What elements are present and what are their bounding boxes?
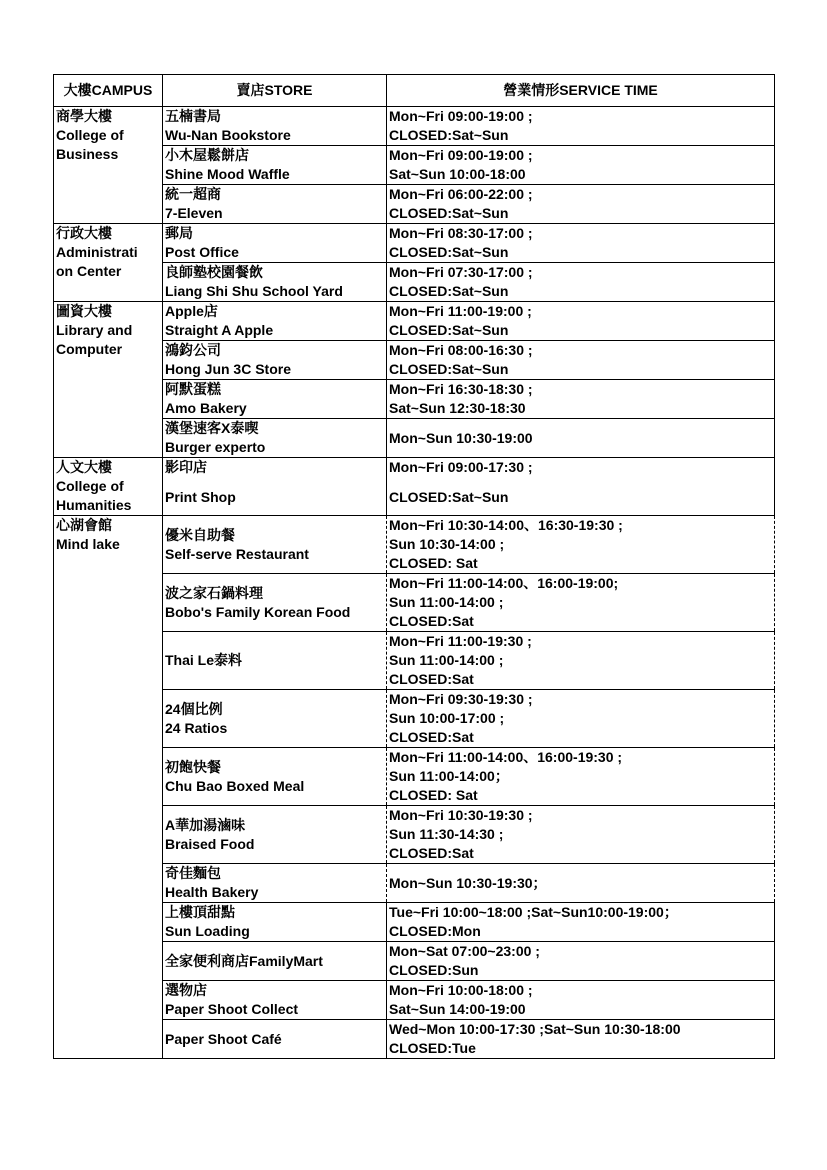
cell-line: 阿默蛋糕 <box>165 381 221 397</box>
store-cell <box>163 263 387 302</box>
cell-line: 心湖會館 <box>56 517 112 533</box>
cell-line: 良師塾校園餐飲 <box>165 264 263 280</box>
cell-line: CLOSED:Tue <box>389 1040 476 1056</box>
cell-line: Straight A Apple <box>165 322 274 338</box>
service-time-cell <box>387 574 775 632</box>
service-time-cell <box>387 185 775 224</box>
cell-line: Braised Food <box>165 835 255 852</box>
table-row <box>54 806 775 864</box>
service-time-cell <box>387 806 775 864</box>
service-time-cell <box>387 942 775 981</box>
cell-line: CLOSED: Sat <box>389 787 478 803</box>
header-row <box>54 75 775 107</box>
cell-line: Health Bakery <box>165 884 259 900</box>
cell-line: Mon~Fri 09:00-19:00 ; <box>389 108 533 124</box>
store-hours-table <box>53 74 775 1059</box>
cell-line: Mon~Fri 06:00-22:00 ; <box>389 186 533 202</box>
table-row <box>54 903 775 942</box>
cell-line: Liang Shi Shu School Yard <box>165 283 343 299</box>
campus-cell <box>54 302 163 458</box>
cell-line: CLOSED:Sat~Sun <box>389 205 509 221</box>
cell-line: 上樓頂甜點 <box>165 904 235 920</box>
service-time-cell <box>387 981 775 1020</box>
service-time-cell <box>387 903 775 942</box>
cell-line: Mon~Fri 08:30-17:00 ; <box>389 225 533 241</box>
cell-line: Mon~Sun 10:30-19:00 <box>389 429 533 446</box>
cell-line: 小木屋鬆餅店 <box>165 147 249 163</box>
cell-line: Thai Le泰料 <box>165 652 243 668</box>
cell-line: 全家便利商店FamilyMart <box>165 952 323 969</box>
cell-line: CLOSED:Sat~Sun <box>389 322 509 338</box>
cell-line: 影印店 <box>165 459 207 475</box>
cell-line: 7-Eleven <box>165 205 223 221</box>
store-cell <box>163 806 387 864</box>
cell-line: Mon~Fri 10:00-18:00 ; <box>389 982 533 998</box>
cell-line: 24 Ratios <box>165 719 228 736</box>
store-cell <box>163 146 387 185</box>
cell-line: Bobo's Family Korean Food <box>165 603 351 620</box>
campus-header: 大樓CAMPUS <box>54 75 163 107</box>
store-cell <box>163 419 387 458</box>
cell-line: Apple店 <box>165 303 218 319</box>
cell-line: Sat~Sun 10:00-18:00 <box>389 166 526 182</box>
table-row <box>54 1020 775 1059</box>
cell-line: A華加湯滷味 <box>165 816 246 833</box>
cell-line: 郵局 <box>165 225 193 241</box>
cell-line: Business <box>56 146 119 162</box>
cell-line: CLOSED:Sun <box>389 962 479 978</box>
cell-line: Sat~Sun 12:30-18:30 <box>389 400 526 416</box>
table-row <box>54 263 775 302</box>
cell-line: 行政大樓 <box>56 225 112 241</box>
store-cell <box>163 748 387 806</box>
table-row <box>54 107 775 146</box>
cell-line: 五楠書局 <box>165 108 221 124</box>
cell-line: Humanities <box>56 497 132 513</box>
cell-line: CLOSED:Sat~Sun <box>389 361 509 377</box>
cell-line: 統一超商 <box>165 186 221 202</box>
cell-line: Mon~Fri 07:30-17:00 ; <box>389 264 533 280</box>
table-row <box>54 302 775 341</box>
campus-cell <box>54 516 163 1059</box>
service-time-header: 營業情形SERVICE TIME <box>387 75 775 107</box>
store-cell <box>163 516 387 574</box>
service-time-cell <box>387 380 775 419</box>
cell-line: Sat~Sun 14:00-19:00 <box>389 1001 526 1017</box>
store-cell <box>163 107 387 146</box>
store-cell <box>163 942 387 981</box>
cell-line: Tue~Fri 10:00~18:00 ;Sat~Sun10:00-19:00； <box>389 904 678 920</box>
table-row <box>54 419 775 458</box>
cell-line: Mon~Fri 09:30-19:30 ; <box>389 691 533 707</box>
cell-line: Computer <box>56 341 123 357</box>
store-cell <box>163 341 387 380</box>
cell-line: Mon~Fri 11:00-19:00 ; <box>389 303 532 319</box>
service-time-cell <box>387 263 775 302</box>
store-cell <box>163 632 387 690</box>
cell-line: Print Shop <box>165 489 236 505</box>
cell-line: on Center <box>56 263 122 279</box>
cell-line: Burger experto <box>165 439 266 455</box>
service-time-cell <box>387 419 775 458</box>
cell-line: Wed~Mon 10:00-17:30 ;Sat~Sun 10:30-18:00 <box>389 1021 681 1037</box>
table-body <box>54 107 775 1059</box>
store-cell <box>163 1020 387 1059</box>
cell-line: CLOSED:Sat <box>389 729 474 745</box>
cell-line: Wu-Nan Bookstore <box>165 127 291 143</box>
cell-line: Mon~Fri 09:00-17:30 ; <box>389 459 533 475</box>
store-cell <box>163 981 387 1020</box>
cell-line: Sun 11:00-14:00 ; <box>389 652 504 668</box>
cell-line: 人文大樓 <box>56 459 112 475</box>
cell-line: 奇佳麵包 <box>165 865 221 881</box>
cell-line: Mon~Fri 16:30-18:30 ; <box>389 381 533 397</box>
cell-line: Sun Loading <box>165 923 250 939</box>
service-time-cell <box>387 632 775 690</box>
store-cell <box>163 302 387 341</box>
table-row <box>54 458 775 516</box>
cell-line: Paper Shoot Café <box>165 1030 282 1047</box>
table-row <box>54 632 775 690</box>
service-time-cell <box>387 748 775 806</box>
table-row <box>54 341 775 380</box>
service-time-cell <box>387 302 775 341</box>
service-time-cell <box>387 107 775 146</box>
service-time-cell <box>387 690 775 748</box>
cell-line: 初飽快餐 <box>165 758 221 775</box>
store-cell <box>163 574 387 632</box>
cell-line: 選物店 <box>165 982 207 998</box>
cell-line: Hong Jun 3C Store <box>165 361 292 377</box>
store-cell <box>163 690 387 748</box>
cell-line: Mon~Fri 11:00-14:00、16:00-19:00; <box>389 575 619 591</box>
cell-line: College of <box>56 478 124 494</box>
cell-line: 波之家石鍋料理 <box>165 584 263 601</box>
cell-line: Chu Bao Boxed Meal <box>165 777 305 794</box>
cell-line: CLOSED:Sat~Sun <box>389 244 509 260</box>
store-cell <box>163 185 387 224</box>
table-row <box>54 574 775 632</box>
campus-cell <box>54 458 163 516</box>
cell-line: Shine Mood Waffle <box>165 166 290 182</box>
store-cell <box>163 903 387 942</box>
cell-line: CLOSED:Sat <box>389 845 474 861</box>
campus-cell <box>54 107 163 224</box>
cell-line: Sun 11:00-14:00； <box>389 768 509 784</box>
cell-line: CLOSED:Sat <box>389 613 474 629</box>
cell-line: Mon~Fri 10:30-19:30 ; <box>389 807 533 823</box>
cell-line: CLOSED:Sat~Sun <box>389 489 509 505</box>
cell-line: CLOSED: Sat <box>389 555 478 571</box>
store-cell <box>163 380 387 419</box>
table-row <box>54 185 775 224</box>
cell-line: Sun 10:30-14:00 ; <box>389 536 505 552</box>
service-time-cell <box>387 1020 775 1059</box>
table-row <box>54 748 775 806</box>
cell-line: 24個比例 <box>165 700 223 717</box>
store-cell <box>163 224 387 263</box>
cell-line: 漢堡速客X泰喫 <box>165 420 259 436</box>
cell-line: Administrati <box>56 244 138 260</box>
service-time-cell <box>387 458 775 516</box>
cell-line: Post Office <box>165 244 239 260</box>
store-header: 賣店STORE <box>163 75 387 107</box>
store-cell <box>163 864 387 903</box>
cell-line: Sun 11:00-14:00 ; <box>389 594 504 610</box>
service-time-cell <box>387 341 775 380</box>
cell-line: College of <box>56 127 124 143</box>
service-time-cell <box>387 864 775 903</box>
cell-line: 圖資大樓 <box>56 303 112 319</box>
cell-line: CLOSED:Mon <box>389 923 481 939</box>
cell-line: Mind lake <box>56 536 120 552</box>
cell-line: Mon~Fri 11:00-19:30 ; <box>389 633 532 649</box>
store-cell <box>163 458 387 516</box>
cell-line: Library and <box>56 322 133 338</box>
cell-line: Mon~Fri 09:00-19:00 ; <box>389 147 533 163</box>
table-row <box>54 146 775 185</box>
cell-line: Paper Shoot Collect <box>165 1001 299 1017</box>
table-row <box>54 864 775 903</box>
cell-line: Mon~Fri 08:00-16:30 ; <box>389 342 533 358</box>
cell-line: 鴻鈞公司 <box>165 342 221 358</box>
cell-line: Self-serve Restaurant <box>165 545 309 562</box>
cell-line: Mon~Sat 07:00~23:00 ; <box>389 943 540 959</box>
cell-line: Sun 11:30-14:30 ; <box>389 826 504 842</box>
cell-line: 商學大樓 <box>56 108 112 124</box>
cell-line: CLOSED:Sat~Sun <box>389 283 509 299</box>
table-row <box>54 942 775 981</box>
cell-line: Amo Bakery <box>165 400 247 416</box>
cell-line: Mon~Sun 10:30-19:30； <box>389 874 547 891</box>
service-time-cell <box>387 224 775 263</box>
cell-line: Sun 10:00-17:00 ; <box>389 710 505 726</box>
service-time-cell <box>387 146 775 185</box>
service-time-cell <box>387 516 775 574</box>
cell-line: Mon~Fri 10:30-14:00、16:30-19:30 ; <box>389 517 623 533</box>
table-row <box>54 981 775 1020</box>
table-row <box>54 224 775 263</box>
campus-cell <box>54 224 163 302</box>
cell-line: 優米自助餐 <box>165 526 235 543</box>
table-row <box>54 516 775 574</box>
cell-line: Mon~Fri 11:00-14:00、16:00-19:30 ; <box>389 749 623 765</box>
cell-line: CLOSED:Sat <box>389 671 474 687</box>
table-row <box>54 380 775 419</box>
table-row <box>54 690 775 748</box>
cell-line: CLOSED:Sat~Sun <box>389 127 509 143</box>
